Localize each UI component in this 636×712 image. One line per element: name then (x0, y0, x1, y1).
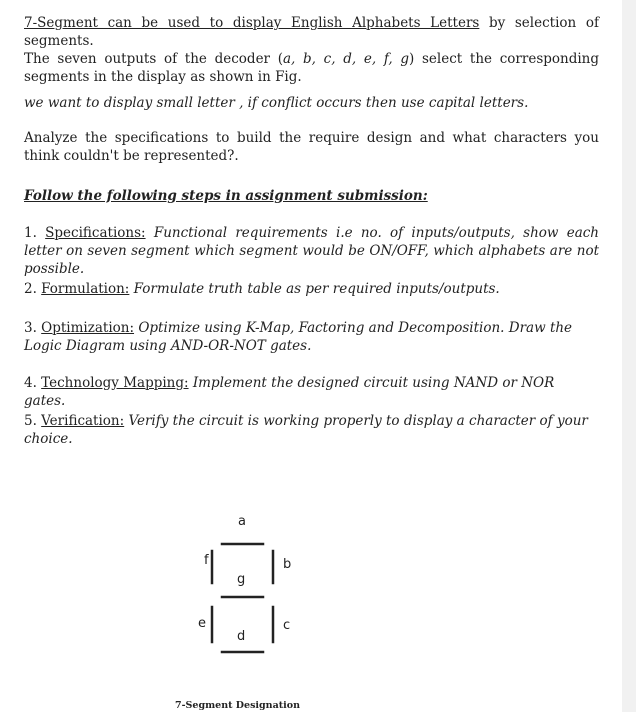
label-b: b (283, 557, 292, 572)
figure-caption: 7-Segment Designation (175, 700, 300, 711)
intro-line2-a: The seven outputs of the decoder ( (24, 51, 283, 67)
step-formulation (24, 280, 599, 298)
intro-paragraph (24, 14, 599, 86)
analyze-paragraph: Analyze the specifications to build the require design and what characters you think couldn't be represented?. (24, 130, 599, 164)
step-label: Technology Mapping: (41, 375, 189, 391)
step-optimization (24, 319, 599, 355)
step-label: Specifications: (45, 225, 146, 241)
step-text: Verify the circuit is working properly to display a character of your choice. (24, 413, 588, 447)
step-text: Implement the designed circuit using NAND or NOR gates. (24, 375, 555, 409)
step-text: Formulate truth table as per required inputs/outputs. (129, 281, 500, 297)
step-label: Optimization: (41, 320, 135, 336)
step-label: Verification: (41, 413, 125, 429)
intro-line2-b: ) select the corresponding segments in the display as shown in Fig. (24, 51, 600, 85)
steps-heading: Follow the following steps in assignment submission: (24, 188, 428, 204)
label-c: c (283, 618, 291, 633)
display-requirement: we want to display small letter , if conflict occurs then use capital letters. (24, 95, 529, 111)
step-text: Optimize using K-Map, Factoring and Decomposition. Draw the Logic Diagram using AND-OR-NOT gates. (24, 320, 573, 354)
scrollbar-track[interactable] (622, 0, 636, 712)
intro-link[interactable]: 7-Segment can be used to display English Alphabets Letters (24, 15, 480, 31)
label-a: a (238, 514, 246, 529)
label-d: d (237, 629, 246, 644)
label-e: e (198, 616, 206, 631)
intro-variables: a, b, c, d, e, f, g (283, 51, 410, 67)
step-label: Formulation: (41, 281, 130, 297)
step-number: 2. (24, 281, 42, 297)
label-f: f (204, 553, 209, 568)
step-verification (24, 412, 599, 448)
step-number: 3. (24, 320, 42, 336)
intro-line1-rest: by selection of segments. (24, 15, 599, 49)
label-g: g (237, 572, 246, 587)
step-specifications (24, 224, 599, 278)
step-number: 1. (24, 225, 46, 241)
step-number: 5. (24, 413, 42, 429)
step-text: Functional requirements i.e no. of inputs/outputs, show each letter on seven segment which segment would be ON/OFF, which alphabets are not possible. (24, 225, 600, 277)
step-number: 4. (24, 375, 42, 391)
step-technology-mapping (24, 374, 599, 410)
